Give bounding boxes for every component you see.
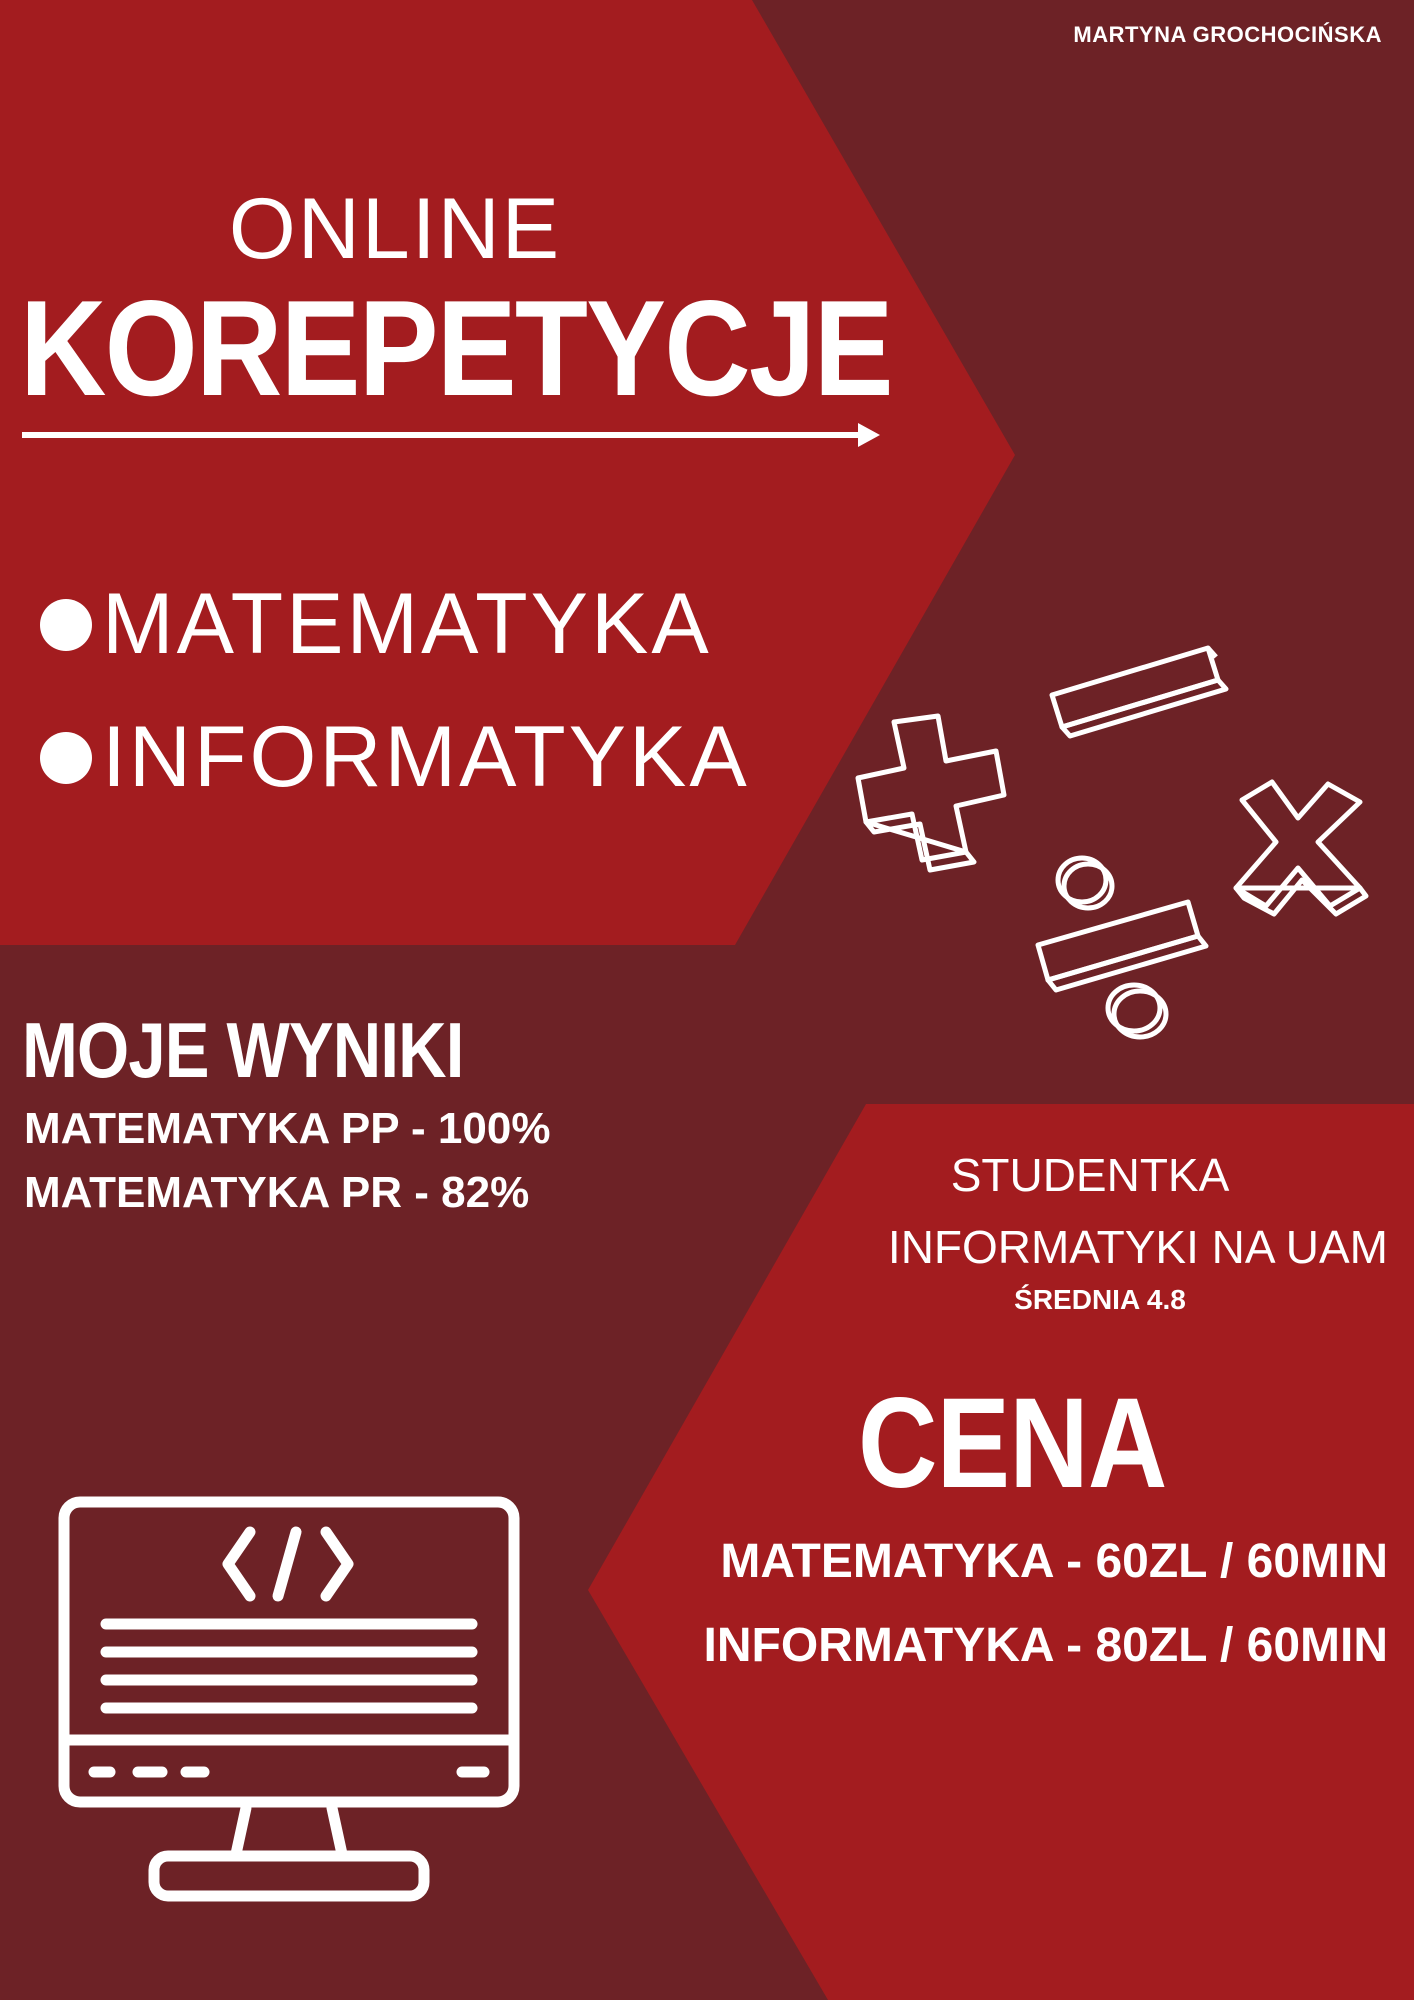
math-symbols-icon bbox=[838, 640, 1414, 1070]
computer-code-icon bbox=[56, 1494, 522, 1904]
price-item: INFORMATYKA - 80ZL / 60MIN bbox=[703, 1619, 1388, 1672]
student-line-2: INFORMATYKI NA UAM bbox=[887, 1221, 1388, 1273]
subject-label: MATEMATYKA bbox=[102, 576, 712, 672]
result-item: MATEMATYKA PP - 100% bbox=[24, 1104, 551, 1153]
subject-label: INFORMATYKA bbox=[102, 709, 750, 805]
subject-item bbox=[40, 575, 712, 674]
grade-average: ŚREDNIA 4.8 bbox=[1014, 1284, 1186, 1315]
price-heading: CENA bbox=[858, 1372, 1167, 1515]
price-item: MATEMATYKA - 60ZL / 60MIN bbox=[720, 1535, 1388, 1588]
header-online: ONLINE bbox=[228, 181, 562, 277]
results-heading: MOJE WYNIKI bbox=[22, 1006, 464, 1094]
bullet-icon bbox=[40, 732, 92, 784]
student-line-1: STUDENTKA bbox=[950, 1149, 1230, 1201]
author-name: MARTYNA GROCHOCIŃSKA bbox=[1073, 22, 1382, 47]
arrow-right-icon bbox=[22, 420, 882, 450]
result-item: MATEMATYKA PR - 82% bbox=[24, 1168, 530, 1217]
bullet-icon bbox=[40, 599, 92, 651]
page-title: KOREPETYCJE bbox=[20, 272, 892, 424]
subject-item bbox=[40, 708, 750, 807]
